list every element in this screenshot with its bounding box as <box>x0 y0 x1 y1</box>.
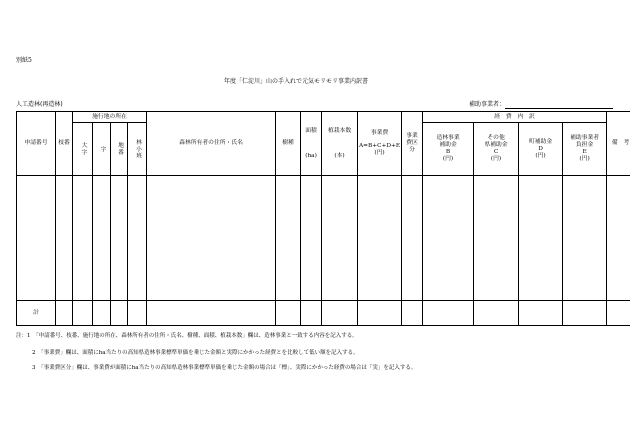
header-other-pref-subsidy: その他 県補助金 C (円) <box>474 123 519 176</box>
header-remarks: 備 考 <box>607 112 630 176</box>
header-location-group: 施行地の所在 <box>73 112 147 123</box>
header-cost-category: 事業費区分 <box>402 112 423 176</box>
applicant-underline <box>505 108 613 109</box>
header-area: 面積 (ha) <box>301 112 322 176</box>
header-lot-no: 枝番 <box>56 112 73 176</box>
header-project-cost: 事業費 A=B+C+D+E (円) <box>358 112 402 176</box>
header-rinshohan: 林小班 <box>128 123 147 176</box>
header-aza: 字 <box>93 123 111 176</box>
applicant-label: 補助事業者： <box>469 101 506 108</box>
header-expense-group: 経 費 内 訳 <box>423 112 607 123</box>
header-recipient-share: 補助事業者 負担金 E (円) <box>563 123 607 176</box>
header-owner: 森林所有者の住所・氏名 <box>147 112 276 176</box>
note-1: 注：1 「申請番号、枝番、施行地の所在、森林所有者の住所・氏名、樹種、面積、植栽本数」欄は、造林事業と一致する内容を記入する。 <box>16 333 358 339</box>
breakdown-table <box>16 111 630 326</box>
table-body-row <box>17 176 630 301</box>
form-number: 別紙5 <box>16 57 32 64</box>
note-3: 3 「事業費区分」欄は、事業費が面積にha当たりの高知県造林事業標準単価を乗じた金額の場合は「標」、実際にかかった経費の場合は「実」を記入する。 <box>32 365 417 371</box>
header-oaza: 大字 <box>73 123 93 176</box>
document-title: 年度「仁淀川」山の手入れで元気モリモリ事業内訳書 <box>224 78 369 85</box>
header-application-no: 申請番号 <box>17 112 56 176</box>
note-2: 2 「事業費」欄は、面積にha当たりの高知県造林事業標準単価を乗じた金額と実際にかかった経費とを比較して低い額を記入する。 <box>32 350 359 356</box>
header-chiban: 地番 <box>111 123 128 176</box>
header-forest-subsidy: 造林事業 補助金 B (円) <box>423 123 474 176</box>
header-species: 樹種 <box>276 112 301 176</box>
header-planting-count: 植栽本数 (本) <box>322 112 358 176</box>
section-label: 人工造林(再造林) <box>16 101 63 108</box>
total-label: 計 <box>17 301 56 326</box>
table-total-row <box>17 301 630 326</box>
header-town-subsidy: 町補助金 D (円) <box>519 123 563 176</box>
